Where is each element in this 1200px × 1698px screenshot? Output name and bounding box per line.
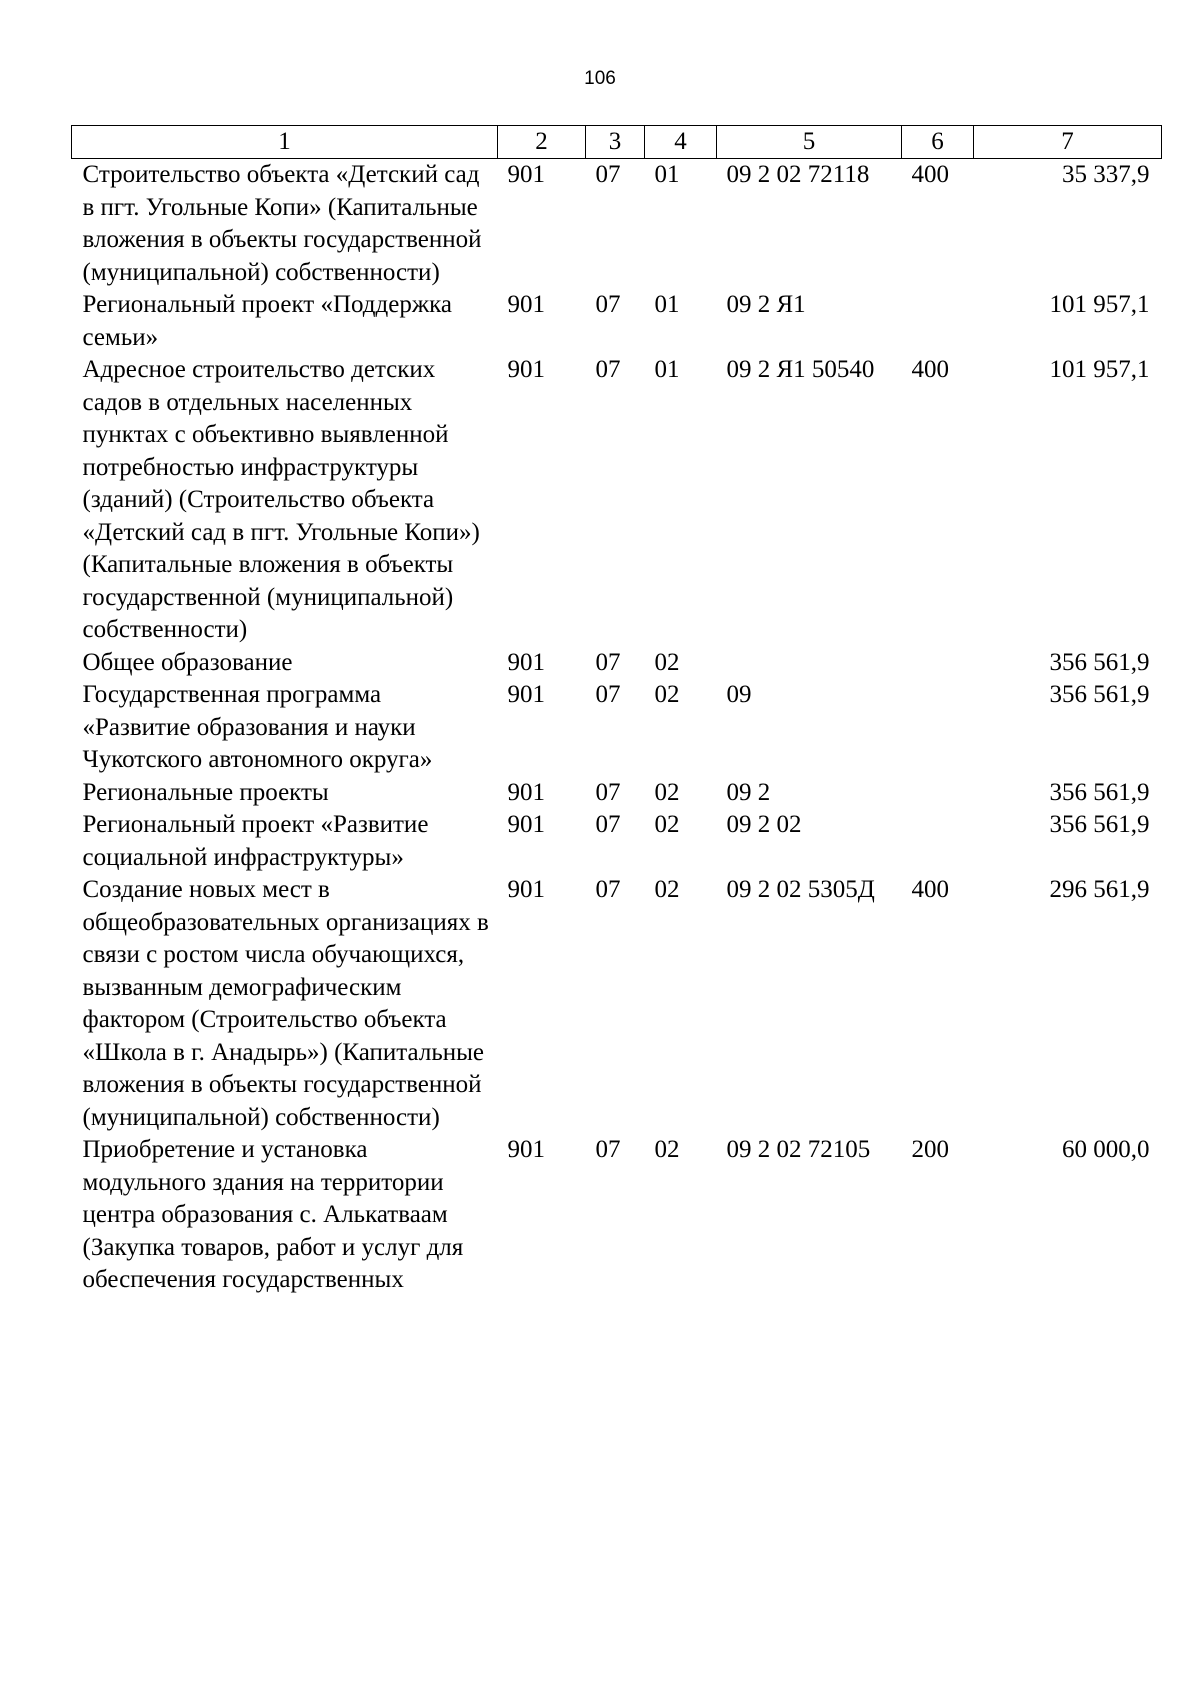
row-expense-type [902,289,974,354]
row-grbs-code: 901 [507,876,545,903]
row-expense-type [902,777,974,810]
row-target-article: 09 [726,681,752,708]
row-grbs-code: 901 [507,778,545,806]
row-section-code: 07 [595,161,621,188]
row-subsection-code: 01 [654,161,680,188]
table-row [72,1134,1162,1297]
row-amount: 101 957,1 [1049,356,1150,383]
row-amount: 356 561,9 [1049,681,1150,708]
row-amount: 356 561,9 [1049,811,1150,838]
row-target-article: 09 2 Я1 [726,291,806,318]
row-subsection-code: 02 [654,648,680,676]
row-grbs-code: 901 [507,811,545,838]
row-grbs-code: 901 [507,681,545,708]
row-expense-type: 200 [911,1136,949,1163]
row-amount: 356 561,9 [1049,778,1150,806]
row-target-article: 09 2 02 5305Д [726,876,875,903]
row-target-article: 09 2 02 72105 [726,1136,871,1163]
row-name: Приобретение и установка модульного здания на территории центра образования с. Алькатваам (Закупка товаров, работ и услуг для обеспечения государственных [82,1136,464,1293]
row-subsection-code: 02 [654,811,680,838]
row-expense-type: 400 [911,161,949,188]
table-row [72,809,1162,874]
row-name: Государственная программа «Развитие образования и науки Чукотского автономного округа» [82,681,433,773]
header-cell-1: 1 [72,126,498,159]
row-subsection-code: 01 [654,291,680,318]
row-grbs-code: 901 [507,291,545,318]
row-amount: 60 000,0 [1062,1136,1150,1163]
row-section-code: 07 [595,648,621,676]
table-row [72,354,1162,647]
row-amount: 356 561,9 [1049,648,1150,676]
row-subsection-code: 02 [654,681,680,708]
row-grbs-code: 901 [507,356,545,383]
row-name: Региональные проекты [82,778,329,806]
row-expense-type [902,679,974,777]
row-expense-type: 400 [911,356,949,383]
page-number: 106 [584,68,616,89]
row-name: Создание новых мест в общеобразовательных организациях в связи с ростом числа обучающихся, вызванным демографическим фактором (Строительство объекта «Школа в г. Анадырь») (Капитальные вложения в объекты государственной (муниципальной) собственности) [82,876,489,1131]
header-cell-4: 4 [645,126,717,159]
row-section-code: 07 [595,1136,621,1163]
row-expense-type [902,809,974,874]
row-target-article: 09 2 02 72118 [726,161,870,188]
table-row [72,289,1162,354]
row-target-article [717,647,902,680]
row-name: Общее образование [82,648,293,676]
row-name: Адресное строительство детских садов в отдельных населенных пунктах с объективно выявленной потребностью инфраструктуры (зданий) (Строительство объекта «Детский сад в пгт. Угольные Копи») (Капитальные вложения в объекты государственной (муниципальной) собственности) [82,356,480,643]
row-amount: 101 957,1 [1049,291,1150,318]
table-row [72,874,1162,1134]
table-body [72,159,1162,1297]
row-target-article: 09 2 Я1 50540 [726,356,875,383]
row-subsection-code: 01 [654,356,680,383]
row-subsection-code: 02 [654,876,680,903]
header-cell-6: 6 [902,126,974,159]
row-name: Региональный проект «Развитие социальной инфраструктуры» [82,811,429,871]
row-subsection-code: 02 [654,778,680,806]
table-row [72,159,1162,290]
row-expense-type [902,647,974,680]
header-cell-2: 2 [498,126,586,159]
table-row [72,647,1162,680]
row-section-code: 07 [595,291,621,318]
table-header [72,126,1162,159]
table-row [72,777,1162,810]
row-section-code: 07 [595,876,621,903]
row-amount: 35 337,9 [1062,161,1150,188]
row-target-article: 09 2 02 [726,811,802,838]
row-section-code: 07 [595,681,621,708]
row-subsection-code: 02 [654,1136,680,1163]
header-cell-7: 7 [974,126,1162,159]
table-row [72,679,1162,777]
header-cell-3: 3 [586,126,645,159]
row-section-code: 07 [595,811,621,838]
row-grbs-code: 901 [507,161,545,188]
row-section-code: 07 [595,356,621,383]
header-row [72,126,1162,159]
row-grbs-code: 901 [507,648,545,676]
row-amount: 296 561,9 [1049,876,1150,903]
row-grbs-code: 901 [507,1136,545,1163]
row-expense-type: 400 [911,876,949,903]
row-name: Строительство объекта «Детский сад в пгт. Угольные Копи» (Капитальные вложения в объекты государственной (муниципальной) собственности) [82,161,482,286]
row-name: Региональный проект «Поддержка семьи» [82,291,452,351]
row-section-code: 07 [595,778,621,806]
budget-table [71,125,1162,1297]
header-cell-5: 5 [717,126,902,159]
row-target-article: 09 2 [726,778,771,806]
